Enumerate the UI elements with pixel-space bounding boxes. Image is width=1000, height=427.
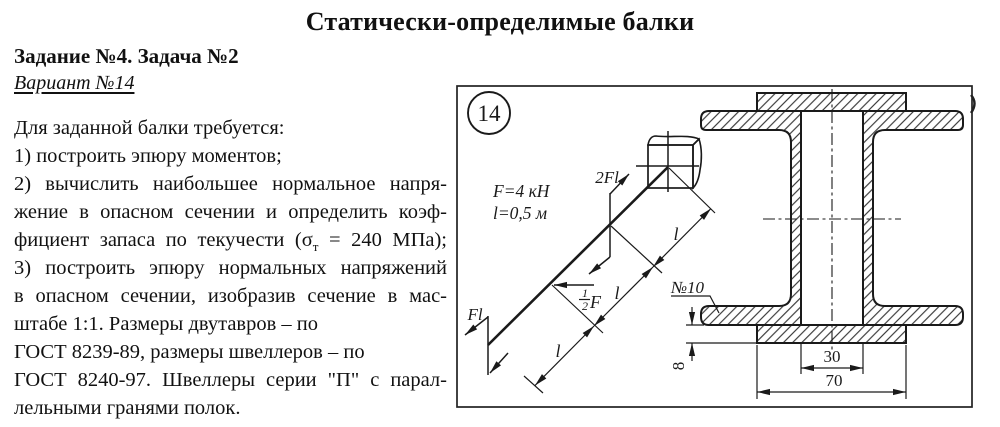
variant-label: Вариант №14 — [14, 72, 135, 94]
span-l2-label: l — [614, 283, 620, 303]
span-l1-label: l — [673, 224, 679, 244]
task-line: лельными гранями полок. — [14, 397, 241, 419]
moment-Fl-label: Fl — [467, 305, 483, 324]
profile-no10-label: №10 — [671, 278, 705, 297]
force-halfF-label — [579, 286, 602, 313]
given-length-label: l=0,5 м — [493, 203, 548, 223]
force-frac-num: 1 — [582, 286, 588, 300]
task-line: 3) построить эпюру нормальных напряжений — [14, 257, 447, 279]
right-channel — [863, 111, 963, 325]
task-line: 2) вычислить наибольшее нормальное напря- — [14, 173, 447, 195]
left-channel — [701, 111, 801, 325]
task-line: 1) построить эпюру моментов; — [14, 145, 282, 167]
dim-70-label: 70 — [825, 371, 843, 390]
task-line: ГОСТ 8240-97. Швеллеры серии "П" с парал- — [14, 369, 447, 391]
variant-number: 14 — [477, 101, 501, 126]
sigma-subscript: т — [312, 239, 319, 254]
task-heading: Задание №4. Задача №2 — [14, 44, 239, 68]
task-line: жение в опасном сечении и определить коэф- — [14, 201, 447, 223]
page-title: Статически-определимые балки — [305, 7, 695, 36]
moment-2Fl-label: 2Fl — [595, 168, 619, 187]
task-line: ГОСТ 8239-89, размеры швеллеров – по — [14, 341, 365, 363]
force-frac-den: 2 — [582, 299, 588, 313]
figure-border — [457, 86, 972, 407]
task-line-part: фициент запаса по текучести (σ — [14, 229, 313, 251]
variant-badge — [468, 92, 510, 134]
task-line: Для заданной балки требуется: — [14, 117, 285, 139]
task-line: штабе 1:1. Размеры двутавров – по — [14, 313, 318, 335]
task-line: в опасном сечении, изобразив сечение в мас- — [14, 285, 447, 307]
span-l3-label: l — [555, 341, 561, 361]
force-symbol: F — [590, 292, 601, 312]
dim-30-label: 30 — [823, 347, 841, 366]
support-cube — [636, 131, 701, 192]
dim-8-label: 8 — [669, 361, 688, 371]
given-force-label: F=4 кН — [493, 181, 550, 201]
moment-Fl-symbol — [465, 316, 508, 375]
task-line-part: = 240 МПа); — [318, 229, 447, 251]
